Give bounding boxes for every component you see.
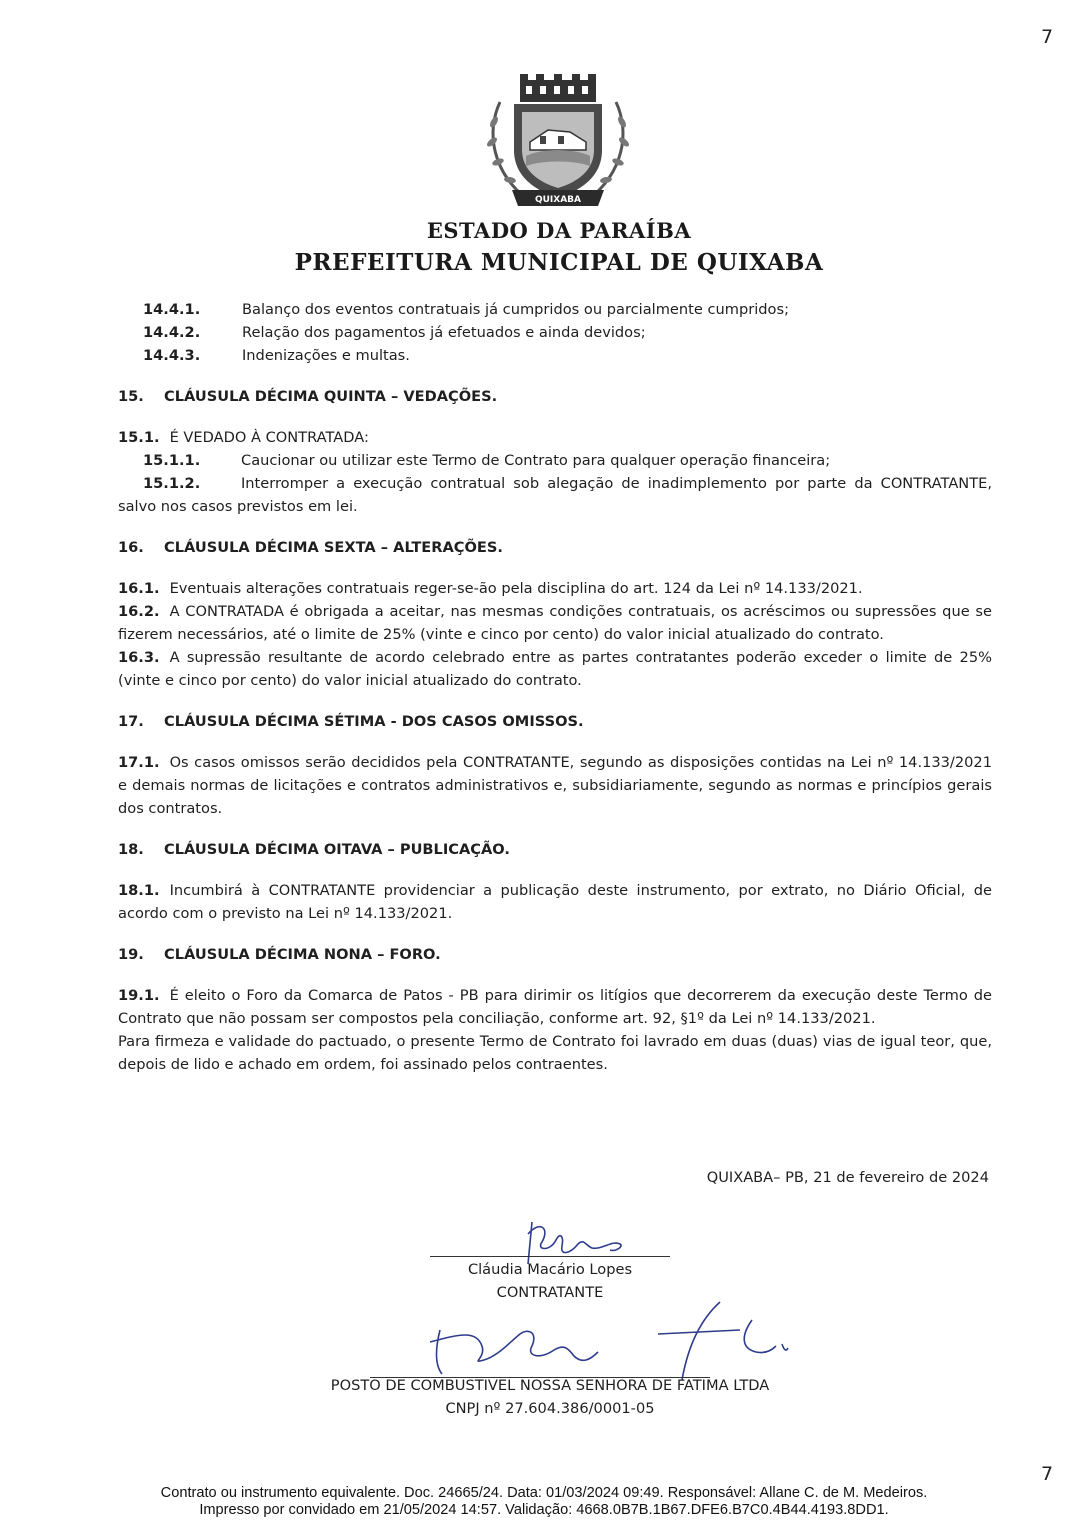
clause-18-heading (118, 838, 992, 861)
paragraph-number: 15.1.2. (143, 475, 201, 492)
closing-statement: Para firmeza e validade do pactuado, o presente Termo de Contrato foi lavrado em duas (duas) vias de igual teor, que, depois de lido e achado em ordem, foi assinado pelos contraentes. (118, 1033, 992, 1073)
page-number-top: 7 (1041, 26, 1054, 48)
signature-contratada (420, 1290, 800, 1390)
clause-number: 16. (118, 539, 144, 556)
paragraph-number: 16.2. (118, 603, 160, 620)
item-14-4-2 (118, 321, 992, 344)
clause-title: CLÁUSULA DÉCIMA QUINTA – VEDAÇÕES. (164, 388, 498, 405)
item-text: Balanço dos eventos contratuais já cumpridos ou parcialmente cumpridos; (242, 301, 790, 318)
signatory-name-contratante: Cláudia Macário Lopes (467, 1261, 633, 1278)
page-number-bottom: 7 (1041, 1463, 1054, 1485)
municipality-title: PREFEITURA MUNICIPAL DE QUIXABA (294, 249, 824, 276)
paragraph-number: 16.3. (118, 649, 160, 666)
paragraph-number: 19.1. (118, 987, 160, 1004)
clause-18-1 (118, 879, 992, 925)
clause-number: 15. (118, 388, 144, 405)
paragraph-text: Eventuais alterações contratuais reger-se-ão pela disciplina do art. 124 da Lei nº 14.133/2021. (169, 580, 863, 597)
validation-footer (0, 1485, 1088, 1519)
state-title: ESTADO DA PARAÍBA (426, 218, 692, 243)
document-header (0, 218, 1088, 276)
clause-17-1 (118, 751, 992, 820)
clause-19-heading (118, 943, 992, 966)
item-number: 14.4.2. (143, 324, 201, 341)
signature-line-contratante (430, 1256, 670, 1257)
footer-line-2: Impresso por convidado em 21/05/2024 14:57. Validação: 4668.0B7B.1B67.DFE6.B7C0.4B44.4193.8DD1. (199, 1502, 889, 1518)
paragraph-text: Os casos omissos serão decididos pela CONTRATANTE, segundo as disposições contidas na Lei nº 14.133/2021 e demais normas de licitações e contratos administrativos e, subsidiariamente, segundo as normas e princípios gerais dos contratos. (118, 754, 992, 817)
paragraph-text: Caucionar ou utilizar este Termo de Contrato para qualquer operação financeira; (241, 452, 831, 469)
item-14-4-3 (118, 344, 992, 367)
paragraph-number: 15.1. (118, 429, 160, 446)
paragraph-text: Interromper a execução contratual sob alegação de inadimplemento por parte da CONTRATANTE, salvo nos casos previstos em lei. (118, 475, 992, 515)
contract-body (118, 298, 992, 1076)
item-14-4-1 (118, 298, 992, 321)
clause-17-heading (118, 710, 992, 733)
clause-number: 18. (118, 841, 144, 858)
clause-15-1-2 (118, 472, 992, 518)
clause-title: CLÁUSULA DÉCIMA SÉTIMA - DOS CASOS OMISSOS. (164, 713, 584, 730)
signatory-role-contratante: CONTRATANTE (496, 1284, 604, 1301)
item-text: Relação dos pagamentos já efetuados e ainda devidos; (242, 324, 646, 341)
paragraph-text: A CONTRATADA é obrigada a aceitar, nas mesmas condições contratuais, os acréscimos ou supressões que se fizerem necessários, até o limite de 25% (vinte e cinco por cento) do valor inicial atualizado do contrato. (118, 603, 992, 643)
clause-number: 17. (118, 713, 144, 730)
signatory-cnpj-contratada: CNPJ nº 27.604.386/0001-05 (445, 1400, 655, 1417)
clause-15-heading (118, 385, 992, 408)
paragraph-number: 17.1. (118, 754, 160, 771)
paragraph-text: Incumbirá à CONTRATANTE providenciar a publicação deste instrumento, por extrato, no Diário Oficial, de acordo com o previsto na Lei nº 14.133/2021. (118, 882, 992, 922)
clause-15-1-1 (118, 449, 992, 472)
paragraph-text: É VEDADO À CONTRATADA: (169, 429, 369, 446)
item-number: 14.4.1. (143, 301, 201, 318)
paragraph-number: 15.1.1. (143, 452, 201, 469)
paragraph-text: É eleito o Foro da Comarca de Patos - PB para dirimir os litígios que decorrerem da execução deste Termo de Contrato que não possam ser compostos pela conciliação, conforme art. 92, §1º da Lei nº 14.133/2021. (118, 987, 992, 1027)
clause-title: CLÁUSULA DÉCIMA OITAVA – PUBLICAÇÃO. (164, 841, 510, 858)
clause-number: 19. (118, 946, 144, 963)
paragraph-text: A supressão resultante de acordo celebrado entre as partes contratantes poderão exceder o limite de 25% (vinte e cinco por cento) do valor inicial atualizado do contrato. (118, 649, 992, 689)
clause-16-heading (118, 536, 992, 559)
item-text: Indenizações e multas. (242, 347, 410, 364)
clause-19-1 (118, 984, 992, 1030)
clause-15-1 (118, 426, 992, 449)
clause-title: CLÁUSULA DÉCIMA NONA – FORO. (164, 946, 441, 963)
clause-16-1 (118, 577, 992, 600)
clause-16-3 (118, 646, 992, 692)
clause-16-2 (118, 600, 992, 646)
paragraph-number: 16.1. (118, 580, 160, 597)
signatory-name-contratada: POSTO DE COMBUSTIVEL NOSSA SENHORA DE FATIMA LTDA (330, 1377, 770, 1394)
footer-line-1: Contrato ou instrumento equivalente. Doc. 24665/24. Data: 01/03/2024 09:49. Responsável: Allane C. de M. Medeiros. (160, 1485, 928, 1501)
place-and-date: QUIXABA– PB, 21 de fevereiro de 2024 (706, 1169, 989, 1186)
clause-title: CLÁUSULA DÉCIMA SEXTA – ALTERAÇÕES. (164, 539, 503, 556)
municipal-crest-emblem (478, 72, 638, 212)
paragraph-number: 18.1. (118, 882, 160, 899)
item-number: 14.4.3. (143, 347, 201, 364)
crest-banner-text: QUIXABA (534, 195, 582, 205)
